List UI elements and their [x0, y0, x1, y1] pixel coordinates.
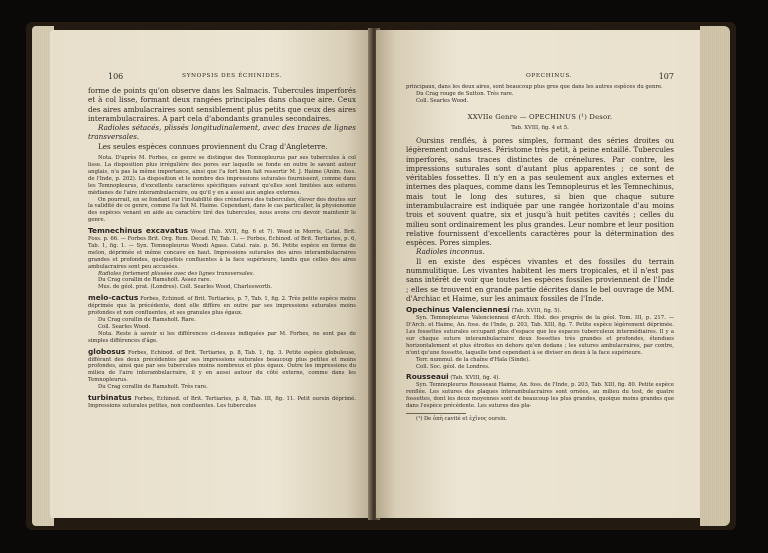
radioles-paragraph: Radioles sétacés, plissés longitudinalement, avec des traces de lignes transversales. [88, 123, 356, 142]
species-entry [88, 346, 356, 385]
species-description: Wood in Morris, Catal. Brit. Foss. p. 66. — Forbes Brit. Org. Rem. Decad. IV, Tab. 1. — Forbes, Echinod. of Brit. Tertiaries, p. 6, Tab. 1, fig. 1. — Syn. Temnopleurus Woodi Agass. Catal. rais. p. 56. Petite espèce en forme de melon, déprimée et même concave en haut. Impressions suturales des aires interambulacraires grandes et profondes, quelquefois confluentes à la face supérieure, tandis que celles des aires ambulacraires sont peu accusées. [88, 229, 356, 270]
left-running-head [50, 72, 372, 82]
species-locality: Du Crag corallin de Ramsholt. Très rare. [98, 384, 208, 391]
species-entry [88, 395, 356, 410]
nota-paragraph: Nota. D'après M. Forbes, ce genre se distingue des Temnopleurus par ses tubercules à col lisse. La disposition plus irrégulière des pores sur laquelle se fonde en outre le savant auteur anglais, n'a pas la même importance, ainsi que l'a fort bien fait ressortir M. J. Haime (Anim. foss. de l'Inde, p. 202). La disposition et le nombre des impressions suturales fournissent, comme dans les Temnopleurus, d'excellents caractères spécifiques suivant qu'elles sont limitées aux sutures médianes de l'aire interambulacraire, ou qu'il y en a aussi aux angles externes. [88, 155, 356, 196]
continued-paragraph: principaux, dans les deux aires, sont beaucoup plus gros que dans les autres espèces du genre. [406, 84, 663, 90]
species-collection: Mus. de géol. prat. (Londres). Coll. Searles Wood, Charlesworth. [98, 284, 272, 291]
species-name: melo-cactus [88, 293, 139, 303]
left-page [50, 30, 372, 518]
species-reference: (Tab. XVIII, fig. 4). [450, 375, 501, 382]
species-locality: Du Crag corallin de Ramsholt. Assez rare. [98, 277, 212, 284]
species-locality: Terr. nummul. de la chaîne d'Hala (Sinde). [416, 356, 530, 363]
right-text-block [406, 84, 674, 423]
top-collection: Coll. Searles Wood. [416, 97, 469, 104]
species-description: Forbes, Echinod. of Brit. Tertiaries, p. 7, Tab. 1, fig. 2. Très petite espèce moins déprimée que la précédente, dont elle diffère en outre par ses impressions suturales moins profondes et non confluentes, et ses granules plus égaux. [88, 296, 356, 317]
nota-paragraph-2: On pourrait, en se fondant sur l'instabilité des crénelures des tubercules, élever des doutes sur la validité de ce genre, comme l'a fait M. Haime. Cependant, dans le cas particulier, la physionomie des espèces venant en aide au caractère tiré des tubercules, nous avons cru devoir maintenir le genre. [88, 196, 356, 224]
top-locality: Du Crag rouge de Sutton. Très rare. [416, 90, 514, 97]
species-collection: Coll. Soc. géol. de Londres. [416, 363, 490, 370]
right-page [376, 30, 700, 518]
species-description: Syn. Temnopleurus Rousseaui Haime, An. foss. de l'Inde, p. 203, Tab. XIII, fig. 80. Petite espèce renflée. Les sutures des plaques interambulacraires sont ornées, au milieu du test, de quatre fossettes, dont les deux moyennes sont de beaucoup les plus grandes, quoique moins grandes que dans l'espèce précédente. Les sutures des pla- [406, 382, 674, 410]
genus-heading: XXVIIe Genre — OPECHINUS (¹) Desor. [467, 112, 613, 121]
species-locality: Du Crag corallin de Ramsholt. Rare. [98, 317, 196, 324]
right-running-title: OPECHINUS. [526, 73, 573, 79]
species-description: Forbes, Echinod. of Brit. Tertiaries, p. 8, Tab. III, fig. 11. Petit oursin déprimé. Impressions suturales petites, non confluentes. Les tubercules [88, 396, 356, 409]
species-radioles: Radioles fortement plissées avec des lignes transversales. [98, 270, 255, 277]
species-entry [88, 295, 356, 317]
left-text-block [88, 86, 356, 410]
right-running-head [376, 72, 700, 82]
left-page-number: 106 [108, 72, 124, 81]
species-entry [88, 228, 356, 270]
species-name: Rousseaui [406, 372, 449, 382]
species-origin-paragraph: Les seules espèces connues proviennent du Crag d'Angleterre. [98, 141, 328, 151]
species-name: globosus [88, 346, 126, 356]
species-description: Syn. Temnopleurus Valenciennesi d'Arch. Hist. des progrès de la géol. Tom. III, p. 217. — D'Arch. et Haime, An. foss. de l'Inde, p. 203, Tab. XIII, fig. 7. Petite espèce légèrement déprimée. Les fossettes suturales occupant plus d'espace que les espaces tuberculeux intermédiaires. Il y a sur chaque suture interambulacraire deux fossettes très grandes et profondes, étendues horizontalement et plus étroites en dehors qu'en dedans ; les sutures ambulacraires, par contre, n'ont qu'une fossette, laquelle tend cependant à se diviser en deux à la face supérieure. [406, 315, 674, 356]
genus-plate-reference: Tab. XVIII, fig. 4 et 5. [511, 125, 569, 132]
genus-distribution: Il en existe des espèces vivantes et des fossiles du terrain nummulitique. Les vivantes habitent les mers tropicales, et il n'est pas sans intérêt de voir que toutes les espèces fossiles proviennent de l'Inde ; elles se trouvent en grande partie décrites dans le bel ouvrage de MM. d'Archiac et Haime, sur les animaux fossiles de l'Inde. [406, 256, 674, 303]
species-nota: Nota. Reste à savoir si les différences ci-dessus indiquées par M. Forbes, ne sont pas de simples différences d'âge. [88, 330, 356, 344]
species-reference: Wood (Tab. XVII, fig. 6 et 7). [190, 229, 275, 236]
genus-description: Oursins renflés, à pores simples, formant des séries droites ou légèrement onduleuses. Péristome très petit, à peine entaillé. Tubercules imperforés, sans traces distinctes de crénelures. Par contre, les impressions suturales sont d'autant plus apparentes ; ce sont de véritables fossettes. Il n'y en a pas seulement aux angles externes et internes des plaques, comme dans les Temnopleurus et les Temnechinus, mais tout le long des sutures, si bien que chaque suture interambulacraire est indiquée par une rangée horizontale d'au moins trois et souvent quatre, six et jusqu'à huit petites cavités ; celles du milieu sont ordinairement les plus grandes. Leur nombre et leur position relative fournissent d'excellents caractères pour la détermination des espèces. Pores simples. [406, 135, 674, 248]
species-name: turbinatus [88, 393, 132, 403]
species-entry [406, 307, 674, 315]
page-edges-right [700, 26, 730, 526]
footnote-rule [406, 413, 466, 414]
intro-paragraph: forme de points qu'on observe dans les Salmacis. Tubercules imperforés et à col lisse, formant deux rangées principales dans chaque aire. Ceux des aires ambulacraires sont sensiblement plus petits que ceux des aires interambulacraires. A part cela d'abondants granules secondaires. [88, 86, 356, 123]
genus-radioles: Radioles inconnus. [416, 247, 485, 257]
species-name: Temnechinus excavatus [88, 226, 189, 236]
species-collection: Coll. Searles Wood. [98, 323, 151, 330]
species-reference: (Tab. XVIII, fig. 5). [511, 308, 562, 315]
species-description: Forbes, Echinod. of Brit. Tertiaries, p. 8, Tab. 1, fig. 3. Petite espèce globuleuse, différant des deux précédentes par ses impressions suturales beaucoup plus petites et moins profondes, ainsi que par ses tubercules moins nombreux et plus égaux. Outre les impressions du milieu de l'aire interambulacraire, il y en aussi autour du côté externe, comme dans les Temnopleurus. [88, 349, 356, 384]
right-page-number: 107 [658, 72, 674, 81]
footnote: (¹) De ὀπὴ cavité et ἐχῖνος oursin. [416, 415, 508, 422]
species-name: Opechinus Valenciennesi [406, 305, 510, 315]
left-running-title: SYNOPSIS DES ÉCHINIDES. [182, 73, 282, 79]
